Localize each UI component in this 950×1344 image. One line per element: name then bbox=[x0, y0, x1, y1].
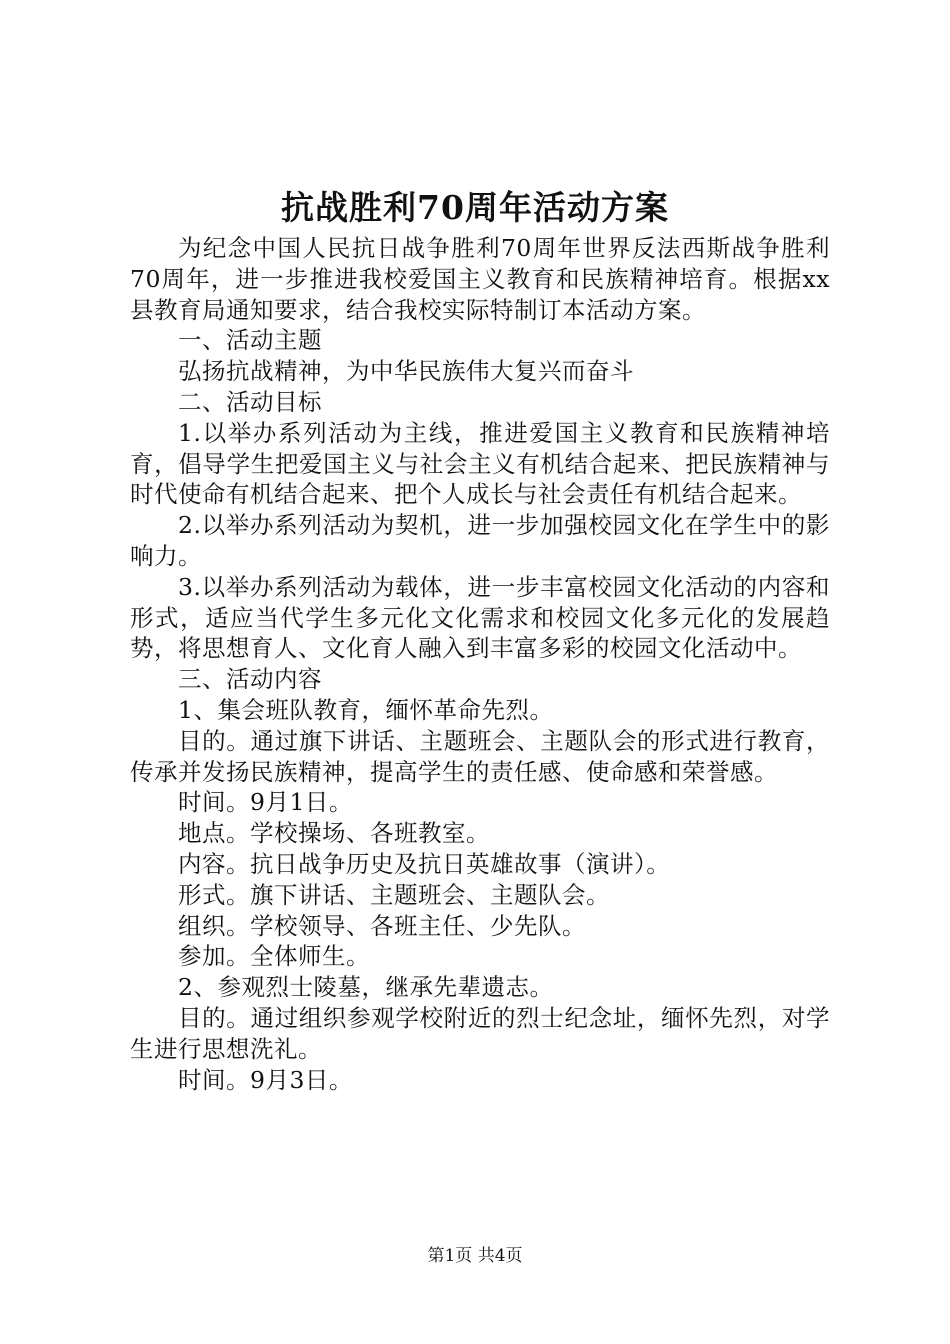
activity-1-content: 内容。抗日战争历史及抗日英雄故事（演讲）。 bbox=[178, 849, 671, 878]
activity-2-purpose: 目的。通过组织参观学校附近的烈士纪念址，缅怀先烈，对学生进行思想洗礼。 bbox=[130, 1003, 830, 1063]
activity-1-time: 时间。9月1日。 bbox=[178, 788, 353, 817]
activity-1-form: 形式。旗下讲话、主题班会、主题队会。 bbox=[178, 880, 610, 909]
activity-1-heading: 1、集会班队教育，缅怀革命先烈。 bbox=[178, 695, 554, 724]
activity-1-location: 地点。学校操场、各班教室。 bbox=[178, 819, 490, 848]
activity-2-time: 时间。9月3日。 bbox=[178, 1065, 353, 1094]
intro-paragraph: 为纪念中国人民抗日战争胜利70周年世界反法西斯战争胜利70周年，进一步推进我校爱国主义教育和民族精神培育。根据xx县教育局通知要求，结合我校实际特制订本活动方案。 bbox=[130, 234, 830, 324]
activity-2-heading: 2、参观烈士陵墓，继承先辈遗志。 bbox=[178, 973, 554, 1002]
goal-item-1: 1.以举办系列活动为主线，推进爱国主义教育和民族精神培育，倡导学生把爱国主义与社会主义有机结合起来、把民族精神与时代使命有机结合起来、把个人成长与社会责任有机结合起来。 bbox=[130, 418, 830, 509]
goal-item-2: 2.以举办系列活动为契机，进一步加强校园文化在学生中的影响力。 bbox=[130, 511, 830, 570]
page-indicator: 第1页 共4页 bbox=[427, 1246, 523, 1266]
section-heading-goals: 二、活动目标 bbox=[178, 387, 322, 416]
document-body bbox=[130, 233, 830, 1095]
section-heading-content: 三、活动内容 bbox=[178, 665, 322, 694]
document-title: 抗战胜利70周年活动方案 bbox=[281, 188, 669, 227]
activity-1-purpose: 目的。通过旗下讲话、主题班会、主题队会的形式进行教育，传承并发扬民族精神，提高学生的责任感、使命感和荣誉感。 bbox=[130, 726, 830, 786]
activity-1-participants: 参加。全体师生。 bbox=[178, 942, 370, 971]
section-heading-theme: 一、活动主题 bbox=[178, 326, 322, 355]
activity-1-organizer: 组织。学校领导、各班主任、少先队。 bbox=[178, 911, 586, 940]
theme-text: 弘扬抗战精神，为中华民族伟大复兴而奋斗 bbox=[178, 357, 634, 386]
goal-item-3: 3.以举办系列活动为载体，进一步丰富校园文化活动的内容和形式，适应当代学生多元化文化需求和校园文化多元化的发展趋势，将思想育人、文化育人融入到丰富多彩的校园文化活动中。 bbox=[130, 572, 830, 663]
